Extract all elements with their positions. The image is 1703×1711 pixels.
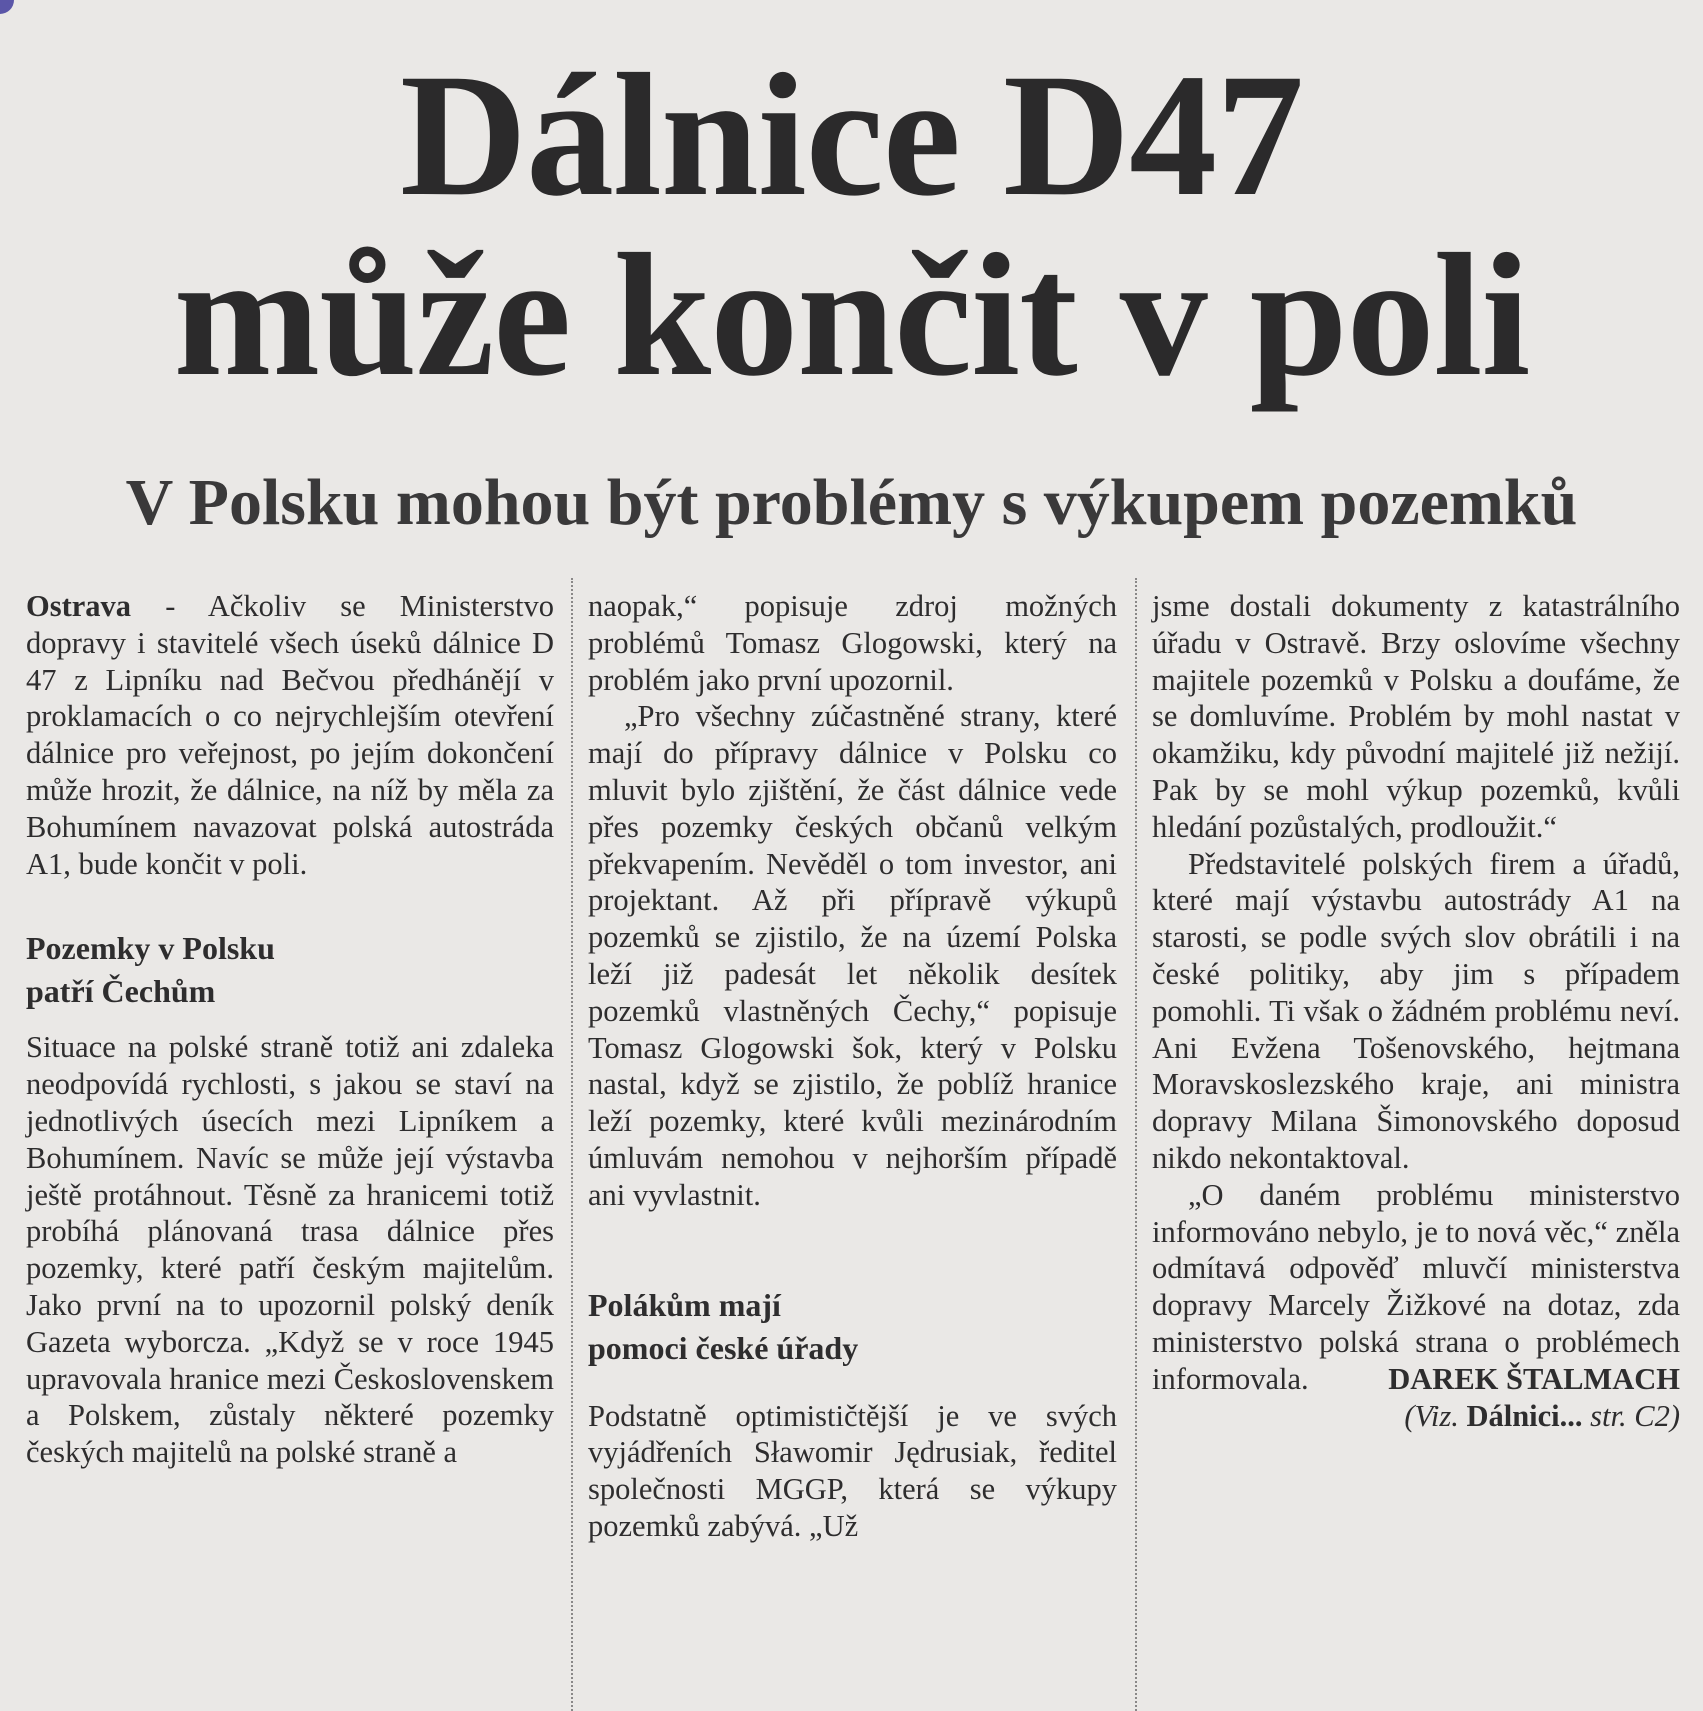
column-divider	[571, 578, 573, 1711]
closing-text: „O daném problému ministerstvo informováno nebylo, je to nová věc,“ zněla odmítavá odpověď mluvčí ministerstva dopravy Marcely Žižkové na dotaz, zda ministerstvo polská strana o problémech informovala.	[1152, 1177, 1680, 1396]
body-paragraph: naopak,“ popisuje zdroj možných problémů Tomasz Glogowski, který na problém jako první upozornil.	[588, 589, 1117, 697]
continuation-suffix: str. C2)	[1582, 1398, 1680, 1433]
subheadline: V Polsku mohou být problémy s výkupem pozemků	[125, 466, 1578, 539]
body-paragraph	[1152, 1177, 1680, 1398]
body-paragraph: „Pro všechny zúčastněné strany, které mají do přípravy dálnice v Polsku co mluvit bylo zjištění, že část dálnice vede přes pozemky českých občanů velkým překvapením. Nevěděl o tom investor, ani projektant. Až při přípravě výkupů pozemků se zjistilo, že na území Polska leží již padesát let několik desítek pozemků vlastněných Čechy,“ popisuje Tomasz Glogowski šok, který v Polsku nastal, když se zjistilo, že poblíž hranice leží pozemky, které kvůli mezinárodním úmluvám nemohou v nejhorším případě ani vyvlastnit.	[588, 699, 1117, 1212]
continuation-prefix: (Viz.	[1404, 1398, 1467, 1433]
scan-corner-mark	[0, 0, 14, 14]
section-heading	[588, 1284, 1117, 1370]
headline-line-1: Dálnice D47	[399, 38, 1304, 233]
body-paragraph: jsme dostali dokumenty z katastrálního úřadu v Ostravě. Brzy oslovíme všechny majitele pozemků v Polsku a doufáme, že se domluvíme. Problém by mohl nastat v okamžiku, kdy původní majitelé již nežijí. Pak by se mohl výkup pozemků, kvůli hledání pozůstalých, prodloužit.“	[1152, 589, 1680, 844]
column-divider	[1135, 578, 1137, 1711]
section-heading-line: Pozemky v Polsku	[26, 930, 275, 967]
section-heading	[26, 927, 554, 1013]
section-heading-line: pomoci české úřady	[588, 1329, 859, 1366]
article-column-1	[26, 588, 554, 1471]
lead-paragraph	[26, 588, 554, 882]
lead-text: - Ačkoliv se Ministerstvo dopravy i stavitelé všech úseků dálnice D 47 z Lipníku nad Bečvou předhánějí v proklamacích o co nejrychlejším otevření dálnice pro veřejnost, po jejím dokončení může hrozit, že dálnice, na níž by měla za Bohumínem navazovat polská autostráda A1, bude končit v poli.	[26, 589, 554, 881]
body-paragraph: Představitelé polských firem a úřadů, které mají výstavbu autostrády A1 na starosti, se podle svých slov obrátili i na české politiky, aby jim s případem pomohli. Ti však o žádném problému neví. Ani Evžena Tošenovského, hejtmana Moravskoslezského kraje, ani ministra dopravy Milana Šimonovského doposud nikdo nekontaktoval.	[1152, 846, 1680, 1175]
body-paragraph: Situace na polské straně totiž ani zdaleka neodpovídá rychlosti, s jakou se staví na jednotlivých úsecích mezi Lipníkem a Bohumínem. Navíc se může její výstavba ještě protáhnout. Těsně za hranicemi totiž probíhá plánovaná trasa dálnice přes pozemky, které patří českým majitelům. Jako první na to upozornil polský deník Gazeta wyborcza. „Když se v roce 1945 upravovala hranice mezi Československem a Polskem, zůstaly některé pozemky českých majitelů na polské straně a	[26, 1030, 554, 1470]
article-column-3	[1152, 588, 1680, 1434]
section-heading-line: Polákům mají	[588, 1286, 781, 1323]
body-paragraph: Podstatně optimističtější je ve svých vyjádřeních Sławomir Jędrusiak, ředitel společnosti MGGP, která se výkupy pozemků zabývá. „Už	[588, 1398, 1117, 1543]
dateline: Ostrava	[26, 589, 132, 623]
headline-line-2: může končit v poli	[173, 218, 1530, 413]
author-byline: DAREK ŠTALMACH	[1388, 1361, 1680, 1396]
continuation-link: Dálnici...	[1466, 1398, 1583, 1433]
article-column-2	[588, 588, 1117, 1545]
section-heading-line: patří Čechům	[26, 973, 216, 1010]
continuation-reference	[1152, 1398, 1680, 1435]
